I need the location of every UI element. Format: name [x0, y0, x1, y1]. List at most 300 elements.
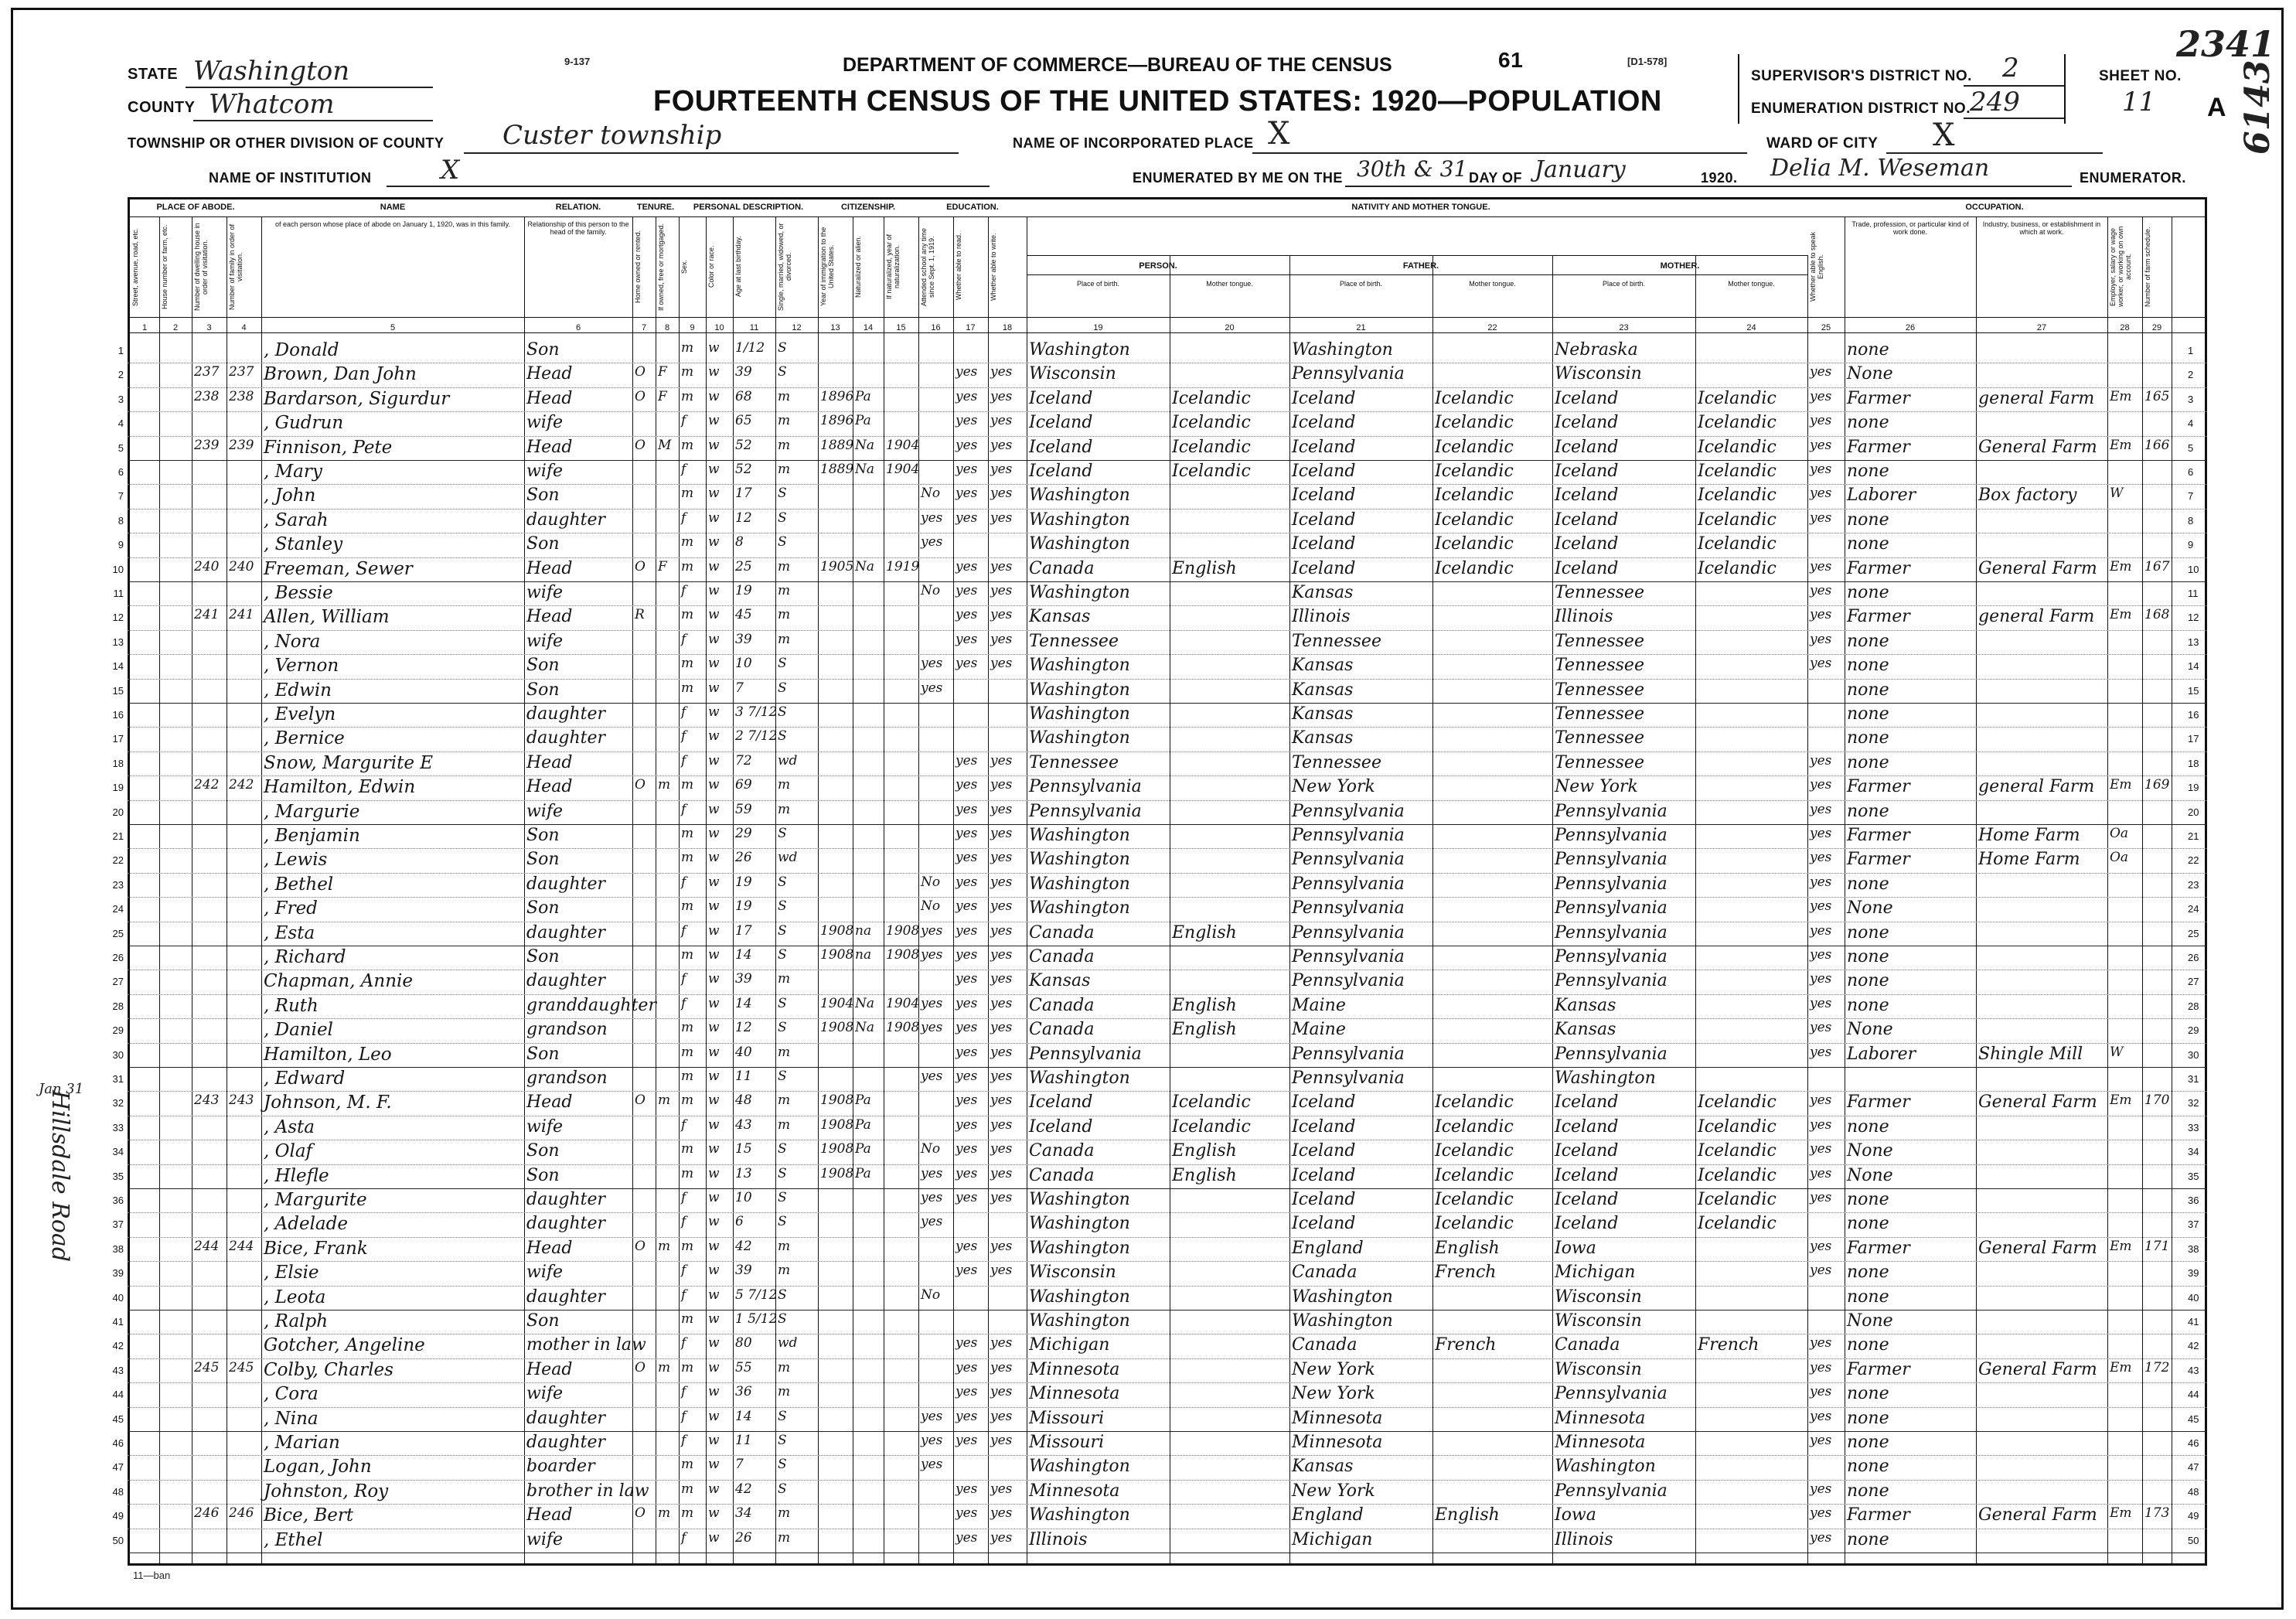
cell-ms: S: [778, 1141, 787, 1157]
cell-pob: Canada: [1029, 1141, 1095, 1161]
cell-pob: Washington: [1029, 728, 1130, 748]
cell-own: O: [635, 558, 646, 574]
cell-read: yes: [956, 388, 978, 404]
cell-eng: yes: [1810, 1505, 1832, 1522]
ed-value: 249: [1970, 87, 2020, 118]
line-number: 24: [112, 903, 124, 915]
row-rule: [128, 994, 2207, 995]
cell-rel: Son: [526, 947, 560, 966]
cell-imm: 1908: [820, 922, 854, 939]
cell-ftongue: English: [1435, 1505, 1500, 1525]
cell-rel: Son: [526, 1311, 560, 1331]
cell-imm: 1908: [820, 1165, 854, 1181]
cell-write: yes: [990, 583, 1013, 598]
cell-sex: f: [681, 922, 686, 939]
cell-ms: S: [778, 1287, 787, 1303]
row-rule: [128, 848, 2207, 849]
line-number: 13: [112, 636, 124, 648]
cell-nat: Na: [855, 437, 875, 453]
line-number-right: 50: [2188, 1534, 2199, 1546]
column-rule: [1807, 255, 1808, 1563]
cell-race: w: [708, 1165, 720, 1181]
cell-school: No: [921, 1287, 941, 1303]
line-number: 49: [112, 1510, 124, 1522]
cell-age: 13: [735, 1165, 752, 1181]
cell-read: yes: [956, 607, 978, 623]
cell-mpob: Tennessee: [1555, 680, 1644, 700]
cell-write: yes: [990, 1335, 1013, 1351]
line-number-right: 41: [2188, 1316, 2199, 1328]
cell-ftongue: Icelandic: [1435, 1116, 1514, 1137]
cell-race: w: [708, 583, 720, 598]
cell-pob: Minnesota: [1029, 1359, 1120, 1379]
line-number-right: 31: [2188, 1073, 2199, 1085]
cell-imm: 1908: [820, 1020, 854, 1036]
cell-name: , Daniel: [264, 1020, 333, 1041]
cell-name: , Donald: [264, 340, 339, 360]
cell-mtongue: Icelandic: [1698, 486, 1777, 506]
cell-race: w: [708, 1044, 720, 1060]
column-heading: Whether able to write.: [990, 233, 997, 301]
cell-age: 12: [735, 510, 752, 526]
cell-occ: none: [1847, 462, 1889, 481]
cell-mpob: Tennessee: [1555, 752, 1644, 772]
cell-dw: 239: [194, 437, 220, 453]
column-number: 17: [966, 323, 976, 332]
cell-sex: m: [681, 680, 694, 696]
cell-read: yes: [956, 1408, 978, 1424]
cell-rel: wife: [526, 413, 564, 433]
header-rule: [128, 317, 2207, 318]
cell-ftongue: Icelandic: [1435, 462, 1514, 481]
cell-ms: S: [778, 728, 787, 745]
cell-name: Bardarson, Sigurdur: [264, 388, 450, 409]
cell-mpob: Iceland: [1555, 437, 1619, 457]
cell-name: , Edward: [264, 1069, 346, 1089]
cell-school: yes: [921, 1020, 943, 1036]
cell-ind: Home Farm: [1978, 850, 2080, 870]
cell-age: 11: [735, 1069, 752, 1084]
column-heading: Age at last birthday.: [734, 236, 742, 298]
row-rule: [128, 387, 2207, 388]
cell-write: yes: [990, 777, 1013, 793]
cell-age: 26: [735, 1529, 752, 1546]
cell-imm: 1908: [820, 1141, 854, 1157]
cell-occ: None: [1847, 898, 1893, 919]
line-number-right: 32: [2188, 1097, 2199, 1109]
cell-sex: f: [681, 752, 686, 769]
cell-ind: Home Farm: [1978, 826, 2080, 845]
line-number-right: 9: [2188, 539, 2194, 551]
cell-write: yes: [990, 656, 1013, 672]
cell-name: , Elsie: [264, 1263, 319, 1283]
line-number: 6: [118, 466, 124, 478]
line-number: 39: [112, 1267, 124, 1280]
column-rule: [1552, 255, 1553, 1563]
cell-pob: Iceland: [1029, 413, 1093, 433]
column-heading: Number of family in order of visitation.: [228, 223, 244, 310]
cell-rel: Son: [526, 1044, 560, 1064]
cell-rel: brother in law: [526, 1481, 649, 1501]
day-of-label: DAY OF: [1469, 170, 1523, 186]
cell-race: w: [708, 874, 720, 890]
cell-occ: Farmer: [1847, 558, 1910, 578]
cell-age: 11: [735, 1433, 752, 1448]
cell-ind: general Farm: [1978, 777, 2095, 797]
cell-sex: m: [681, 607, 694, 623]
cell-ms: m: [778, 777, 791, 793]
cell-eng: yes: [1810, 510, 1832, 526]
cell-school: yes: [921, 995, 943, 1011]
cell-pob: Minnesota: [1029, 1384, 1120, 1404]
column-number: 18: [1002, 323, 1013, 332]
line-number-right: 14: [2188, 660, 2199, 673]
cell-occ: none: [1847, 1214, 1889, 1234]
cell-sex: m: [681, 898, 694, 915]
cell-sex: m: [681, 1044, 694, 1060]
cell-tongue: English: [1172, 1141, 1237, 1161]
cell-name: , Lewis: [264, 850, 328, 871]
cell-name: Bice, Frank: [264, 1238, 368, 1259]
cell-read: yes: [956, 462, 978, 477]
cell-ms: m: [778, 583, 791, 598]
cell-race: w: [708, 1214, 720, 1230]
cell-nat: Na: [855, 995, 875, 1011]
cell-occ: none: [1847, 583, 1889, 602]
cell-emp: Em: [2110, 1505, 2132, 1522]
cell-fpob: Iceland: [1292, 1092, 1356, 1113]
cell-age: 25: [735, 558, 752, 574]
cell-emp: Oa: [2110, 850, 2129, 866]
cell-pob: Washington: [1029, 486, 1130, 506]
supervisor-label: SUPERVISOR'S DISTRICT NO.: [1751, 68, 1972, 84]
cell-write: yes: [990, 995, 1013, 1011]
cell-race: w: [708, 1481, 720, 1497]
cell-race: w: [708, 1069, 720, 1084]
cell-occ: None: [1847, 1020, 1893, 1040]
cell-fpob: Pennsylvania: [1292, 1044, 1405, 1064]
sheet-letter: A: [2207, 93, 2227, 122]
state-label: STATE: [128, 66, 179, 83]
line-number-right: 24: [2188, 903, 2199, 915]
cell-mpob: Pennsylvania: [1555, 826, 1667, 845]
cell-mpob: Illinois: [1555, 1529, 1613, 1549]
line-number-right: 2: [2188, 369, 2194, 381]
cell-read: yes: [956, 752, 978, 769]
column-number: 2: [172, 323, 179, 332]
cell-mpob: Iceland: [1555, 510, 1619, 530]
cell-pob: Washington: [1029, 850, 1130, 870]
cell-mpob: Iceland: [1555, 1165, 1619, 1185]
column-heading: Whether able to read.: [955, 233, 962, 301]
cell-sex: f: [681, 510, 686, 526]
cell-nat: Pa: [855, 1141, 871, 1157]
cell-fam: 237: [229, 364, 254, 380]
line-number: 48: [112, 1485, 124, 1498]
cell-emp: Em: [2110, 1238, 2132, 1254]
cell-sex: m: [681, 486, 694, 502]
cell-mpob: Illinois: [1555, 607, 1613, 627]
cell-fpob: New York: [1292, 1481, 1375, 1501]
cell-mort: m: [658, 1505, 671, 1522]
line-number: 37: [112, 1219, 124, 1231]
line-number-right: 39: [2188, 1267, 2199, 1280]
cell-rel: daughter: [526, 1433, 605, 1452]
cell-race: w: [708, 1238, 720, 1254]
column-heading: Place of birth.: [1602, 280, 1646, 288]
cell-pob: Canada: [1029, 922, 1095, 942]
cell-tongue: Icelandic: [1172, 388, 1251, 408]
group-place-of-abode: PLACE OF ABODE.: [156, 203, 235, 212]
cell-write: yes: [990, 1190, 1013, 1205]
cell-fpob: Canada: [1292, 1263, 1358, 1283]
cell-mpob: Wisconsin: [1555, 1311, 1642, 1331]
cell-write: yes: [990, 1044, 1013, 1060]
cell-fam: 245: [229, 1359, 254, 1375]
cell-ftongue: Icelandic: [1435, 1165, 1514, 1185]
cell-mpob: Iceland: [1555, 1190, 1619, 1209]
cell-name: , Fred: [264, 898, 318, 919]
cell-race: w: [708, 971, 720, 987]
cell-pob: Washington: [1029, 534, 1130, 554]
cell-occ: none: [1847, 704, 1889, 724]
cell-mpob: Iceland: [1555, 462, 1619, 481]
cell-age: 17: [735, 922, 752, 939]
cell-ms: S: [778, 947, 787, 963]
cell-race: w: [708, 898, 720, 915]
ward-line: [1886, 152, 2103, 154]
cell-fpob: Iceland: [1292, 462, 1356, 481]
line-number: 7: [118, 490, 124, 503]
stamp-number: 2341: [2176, 23, 2276, 65]
cell-age: 7: [735, 1457, 744, 1473]
cell-sex: m: [681, 437, 694, 453]
cell-race: w: [708, 752, 720, 769]
cell-occ: Farmer: [1847, 1238, 1910, 1258]
cell-fpob: Iceland: [1292, 1190, 1356, 1209]
cell-pob: Washington: [1029, 1287, 1130, 1307]
cell-mpob: Minnesota: [1555, 1408, 1646, 1428]
footer-code: 11—ban: [133, 1570, 171, 1581]
cell-age: 72: [735, 752, 752, 769]
cell-school: yes: [921, 947, 943, 963]
cell-rel: wife: [526, 1384, 564, 1404]
cell-race: w: [708, 728, 720, 745]
cell-rel: boarder: [526, 1457, 595, 1477]
cell-farm: 173: [2144, 1505, 2170, 1522]
cell-mpob: Iceland: [1555, 1141, 1619, 1161]
cell-sex: f: [681, 801, 686, 817]
cell-pob: Washington: [1029, 340, 1130, 360]
county-line: [193, 120, 433, 121]
column-heading: Attended school any time since Sept. 1, 1919.: [920, 227, 935, 306]
cell-fpob: Maine: [1292, 1020, 1346, 1040]
row-rule: [128, 630, 2207, 631]
cell-own: O: [635, 388, 646, 404]
row-rule: [128, 727, 2207, 728]
cell-read: yes: [956, 1116, 978, 1133]
line-number-right: 11: [2188, 588, 2199, 599]
cell-farm: 171: [2144, 1238, 2170, 1254]
cell-age: 19: [735, 583, 752, 598]
margin-date: Jan 31: [39, 1081, 84, 1097]
cell-dw: 238: [194, 388, 220, 404]
cell-school: No: [921, 1141, 941, 1157]
cell-emp: Em: [2110, 437, 2132, 453]
cell-mort: m: [658, 1359, 671, 1375]
line-number-right: 42: [2188, 1340, 2199, 1352]
cell-ftongue: Icelandic: [1435, 1092, 1514, 1113]
cell-occ: none: [1847, 680, 1889, 700]
cell-name: Johnson, M. F.: [264, 1092, 392, 1113]
cell-ms: m: [778, 1359, 791, 1375]
cell-age: 14: [735, 995, 752, 1011]
column-heading: Relationship of this person to the head of the family.: [527, 220, 629, 236]
cell-school: yes: [921, 1190, 943, 1205]
cell-eng: yes: [1810, 752, 1832, 769]
cell-imm: 1908: [820, 1092, 854, 1109]
cell-rel: daughter: [526, 704, 605, 724]
row-rule: [128, 703, 2207, 704]
cell-ind: General Farm: [1978, 558, 2097, 578]
cell-tongue: English: [1172, 995, 1237, 1015]
cell-write: yes: [990, 1529, 1013, 1546]
cell-mpob: Michigan: [1555, 1263, 1636, 1283]
cell-pob: Washington: [1029, 826, 1130, 845]
column-heading: If owned, free or mortgaged.: [657, 223, 665, 311]
cell-mpob: Pennsylvania: [1555, 850, 1667, 870]
cell-eng: yes: [1810, 801, 1832, 817]
cell-ms: m: [778, 1044, 791, 1060]
cell-pob: Washington: [1029, 1069, 1130, 1088]
cell-fpob: Tennessee: [1292, 631, 1381, 651]
cell-school: yes: [921, 1408, 943, 1424]
cell-own: O: [635, 1359, 646, 1375]
cell-read: yes: [956, 1238, 978, 1254]
cell-ms: m: [778, 437, 791, 453]
sheet-label: SHEET NO.: [2099, 68, 2182, 84]
cell-mtongue: Icelandic: [1698, 413, 1777, 433]
cell-dw: 244: [194, 1238, 220, 1254]
cell-write: yes: [990, 1116, 1013, 1133]
cell-read: yes: [956, 971, 978, 987]
line-number-right: 38: [2188, 1242, 2199, 1255]
cell-school: yes: [921, 656, 943, 672]
supervisor-value: 2: [2002, 53, 2019, 84]
line-number-right: 5: [2188, 441, 2194, 454]
cell-read: yes: [956, 1335, 978, 1351]
column-rule: [1695, 255, 1696, 1563]
cell-pob: Washington: [1029, 1190, 1130, 1209]
cell-rel: Son: [526, 680, 560, 700]
column-heading: Number of dwelling house in order of visitation.: [193, 223, 209, 311]
cell-name: , Leota: [264, 1287, 326, 1307]
line-number-right: 46: [2188, 1437, 2199, 1449]
cell-sex: f: [681, 995, 686, 1011]
row-rule: [128, 873, 2207, 874]
cell-emp: Em: [2110, 607, 2132, 623]
cell-fpob: Iceland: [1292, 437, 1356, 457]
cell-tongue: Icelandic: [1172, 1092, 1251, 1113]
cell-pob: Iceland: [1029, 388, 1093, 408]
column-number: 12: [792, 323, 802, 332]
cell-occ: Farmer: [1847, 777, 1910, 797]
column-rule: [524, 216, 525, 1563]
cell-write: yes: [990, 413, 1013, 429]
cell-own: O: [635, 1238, 646, 1254]
cell-pob: Iceland: [1029, 437, 1093, 457]
cell-mort: m: [658, 1238, 671, 1254]
line-number: 5: [118, 441, 124, 454]
cell-mpob: Pennsylvania: [1555, 874, 1667, 894]
cell-write: yes: [990, 898, 1013, 915]
cell-natyr: 1908: [886, 922, 920, 939]
cell-read: yes: [956, 1069, 978, 1084]
cell-nat: Pa: [855, 413, 871, 429]
cell-fpob: Pennsylvania: [1292, 850, 1405, 870]
form-code: [D1-578]: [1627, 56, 1667, 67]
cell-fpob: Pennsylvania: [1292, 971, 1405, 991]
cell-eng: yes: [1810, 462, 1832, 477]
cell-farm: 170: [2144, 1092, 2170, 1109]
column-heading: Naturalized or alien.: [854, 235, 862, 298]
cell-occ: none: [1847, 971, 1889, 991]
column-heading: Single, married, widowed, or divorced.: [777, 223, 792, 311]
line-number: 36: [112, 1195, 124, 1206]
cell-race: w: [708, 1359, 720, 1375]
cell-sex: f: [681, 1335, 686, 1351]
cell-school: No: [921, 486, 941, 502]
line-number-right: 25: [2188, 927, 2199, 939]
cell-rel: wife: [526, 801, 564, 821]
cell-sex: m: [681, 777, 694, 793]
cell-mtongue: Icelandic: [1698, 510, 1777, 530]
column-number: 4: [241, 323, 247, 332]
line-number: 40: [112, 1291, 124, 1304]
cell-sex: m: [681, 850, 694, 866]
place-line: [1252, 152, 1747, 154]
cell-ms: m: [778, 388, 791, 404]
cell-rel: wife: [526, 1116, 564, 1137]
cell-name: , Margurie: [264, 801, 360, 822]
cell-natyr: 1908: [886, 947, 920, 963]
cell-race: w: [708, 1141, 720, 1157]
cell-mtongue: Icelandic: [1698, 1116, 1777, 1137]
cell-fpob: Kansas: [1292, 583, 1354, 602]
cell-occ: none: [1847, 995, 1889, 1015]
cell-sex: f: [681, 413, 686, 429]
cell-fpob: Pennsylvania: [1292, 874, 1405, 894]
cell-eng: yes: [1810, 1092, 1832, 1109]
cell-eng: yes: [1810, 1238, 1832, 1254]
state-line: [186, 87, 433, 88]
cell-own: O: [635, 777, 646, 793]
group-occupation: OCCUPATION.: [1965, 203, 2024, 212]
cell-read: yes: [956, 583, 978, 598]
cell-eng: yes: [1810, 777, 1832, 793]
cell-fpob: Iceland: [1292, 1165, 1356, 1185]
cell-name: , John: [264, 486, 316, 506]
cell-name: Johnston, Roy: [264, 1481, 389, 1501]
cell-dw: 245: [194, 1359, 220, 1375]
enumeration-days: 30th & 31: [1357, 156, 1468, 182]
line-number: 43: [112, 1364, 124, 1376]
cell-race: w: [708, 534, 720, 550]
cell-sex: f: [681, 1408, 686, 1424]
cell-rel: Head: [526, 1238, 573, 1258]
cell-rel: daughter: [526, 1214, 605, 1234]
column-heading: Color or race.: [707, 245, 715, 288]
